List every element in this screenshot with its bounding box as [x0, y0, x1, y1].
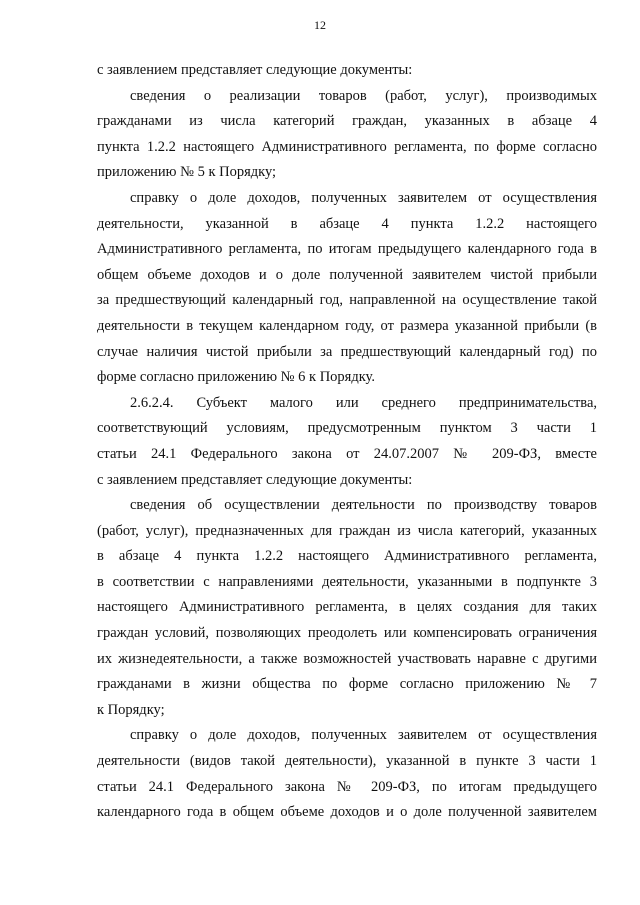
text-line: справку о доле доходов, полученных заявителем от осуществления: [130, 189, 597, 206]
text-line: настоящего Административного регламента, в целях создания для таких: [97, 599, 597, 616]
text-line: сведения о реализации товаров (работ, услуг), производимых: [130, 87, 597, 104]
text-line: в абзаце 4 пункта 1.2.2 настоящего Административного регламента,: [97, 548, 597, 565]
text-line: сведения об осуществлении деятельности по производству товаров: [130, 497, 597, 514]
text-line: гражданами в жизни общества по форме согласно приложению № 7: [97, 676, 597, 693]
text-line: Административного регламента, по итогам предыдущего календарного года в: [97, 241, 597, 258]
text-line: за предшествующий календарный год, направленной на осуществление такой: [97, 292, 597, 309]
text-line: деятельности, указанной в абзаце 4 пункта 1.2.2 настоящего: [97, 215, 597, 232]
text-line: деятельности в текущем календарном году, от размера указанной прибыли (в: [97, 317, 597, 334]
page-number: 12: [314, 18, 326, 32]
text-line: 2.6.2.4. Субъект малого или среднего предпринимательства,: [130, 394, 597, 411]
text-line: граждан условий, позволяющих преодолеть или компенсировать ограничения: [97, 625, 597, 642]
text-line: приложению № 5 к Порядку;: [97, 164, 277, 181]
text-line: форме согласно приложению № 6 к Порядку.: [97, 369, 375, 386]
text-line: деятельности (видов такой деятельности), указанной в пункте 3 части 1: [97, 753, 597, 770]
text-line: гражданами из числа категорий граждан, указанных в абзаце 4: [97, 113, 597, 130]
text-line: в соответствии с направлениями деятельности, указанными в подпункте 3: [97, 573, 597, 590]
text-line: справку о доле доходов, полученных заявителем от осуществления: [130, 727, 597, 744]
text-line: общем объеме доходов и о доле полученной заявителем чистой прибыли: [97, 266, 597, 283]
text-line: статьи 24.1 Федерального закона от 24.07.2007 № 209-ФЗ, вместе: [97, 445, 597, 462]
text-line: (работ, услуг), предназначенных для граждан из числа категорий, указанных: [97, 522, 597, 539]
text-line: пункта 1.2.2 настоящего Административного регламента, по форме согласно: [97, 138, 597, 155]
text-line: календарного года в общем объеме доходов и о доле полученной заявителем: [97, 804, 597, 821]
text-line: статьи 24.1 Федерального закона № 209-ФЗ, по итогам предыдущего: [97, 778, 597, 795]
text-line: с заявлением представляет следующие документы:: [97, 62, 413, 78]
text-line: соответствующий условиям, предусмотренным пунктом 3 части 1: [97, 420, 597, 437]
document-body: [97, 58, 597, 826]
text-line: к Порядку;: [97, 701, 165, 718]
text-line: с заявлением представляет следующие документы:: [97, 471, 413, 488]
text-line: случае наличия чистой прибыли за предшествующий календарный год) по: [97, 343, 597, 360]
text-line: их жизнедеятельности, а также возможностей участвовать наравне с другими: [97, 650, 597, 667]
